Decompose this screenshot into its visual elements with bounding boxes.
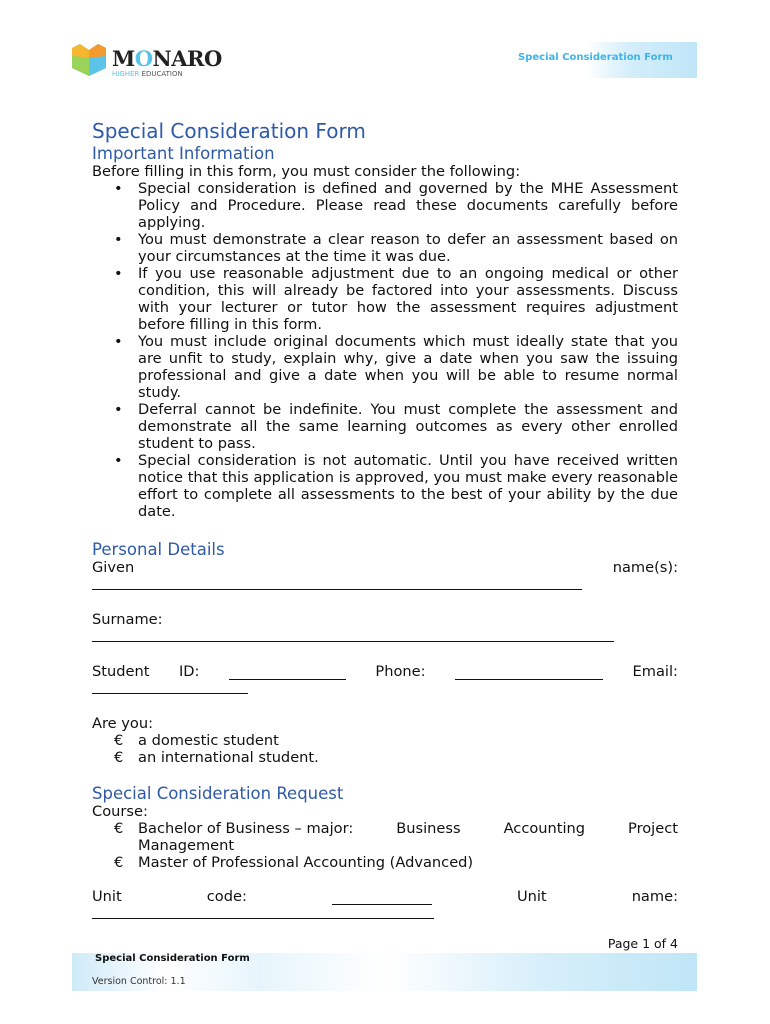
phone-label: Phone: [375, 663, 426, 680]
list-item: • Special consideration is defined and governed by the MHE Assessment Policy and Procedure. Please read these documents carefully before applying. [114, 180, 678, 231]
list-item: • If you use reasonable adjustment due to an ongoing medical or other condition, this will already be factored into your assessments. Discuss with your lecturer or tutor how the assessment requires adjustment before filling in this form. [114, 265, 678, 333]
given-label: Given [92, 559, 135, 576]
important-heading: Important Information [92, 144, 275, 163]
unit-name-label: Unit [516, 888, 547, 905]
id-label: ID: [178, 663, 200, 680]
domestic-student-option[interactable]: € a domestic student [114, 732, 279, 749]
international-student-option[interactable]: € an international student. [114, 749, 319, 766]
given-names-field[interactable] [92, 576, 582, 590]
code-label: code: [206, 888, 247, 905]
surname-field[interactable] [92, 628, 614, 642]
email-label: Email: [632, 663, 678, 680]
student-id-field[interactable] [229, 666, 346, 680]
footer-title: Special Consideration Form [95, 953, 250, 964]
checkbox-icon[interactable]: € [114, 749, 124, 766]
student-label: Student [92, 663, 150, 680]
list-item: • You must include original documents which must ideally state that you are unfit to study, explain why, give a date when you saw the issuing professional and give a date when you will be able to resume normal study. [114, 333, 678, 401]
document-body [92, 118, 678, 923]
checkbox-icon[interactable]: € [114, 854, 124, 871]
personal-heading: Personal Details [92, 540, 225, 559]
surname-label: Surname: [92, 611, 163, 628]
page-number: Page 1 of 4 [607, 936, 678, 951]
list-item: • Special consideration is not automatic. Until you have received written notice that this application is approved, you must make every reasonable effort to complete all assessments to the best of your ability by the due date. [114, 452, 678, 520]
unit-name-field[interactable] [92, 905, 434, 919]
logo-subtitle: HIGHER EDUCATION [112, 70, 183, 78]
course-label: Course: [92, 803, 148, 820]
list-item: • You must demonstrate a clear reason to defer an assessment based on your circumstances at the time it was due. [114, 231, 678, 265]
name-label: name: [631, 888, 678, 905]
list-item: • Deferral cannot be indefinite. You must complete the assessment and demonstrate all the same learning outcomes as every other enrolled student to pass. [114, 401, 678, 452]
monaro-logo [72, 42, 222, 82]
are-you-label: Are you: [92, 715, 154, 732]
master-accounting-option[interactable]: € Master of Professional Accounting (Advanced) [114, 854, 474, 871]
phone-field[interactable] [455, 666, 603, 680]
important-list [92, 180, 678, 520]
email-field[interactable] [92, 680, 248, 694]
checkbox-icon[interactable]: € [114, 732, 124, 749]
names-label: name(s): [612, 559, 678, 576]
unit-code-field[interactable] [332, 891, 432, 905]
unit-label: Unit [92, 888, 122, 905]
logo-mark-icon [72, 44, 106, 76]
request-heading: Special Consideration Request [92, 784, 344, 803]
important-intro: Before filling in this form, you must consider the following: [92, 163, 521, 180]
checkbox-icon[interactable]: € [114, 820, 124, 837]
page-title: Special Consideration Form [92, 119, 366, 143]
footer-version: Version Control: 1.1 [92, 976, 186, 987]
logo-wordmark: MONARO [112, 46, 222, 71]
header-title: Special Consideration Form [518, 52, 673, 63]
bachelor-business-option[interactable]: € Bachelor of Business – major: Business Accounting Project Management [114, 820, 678, 854]
